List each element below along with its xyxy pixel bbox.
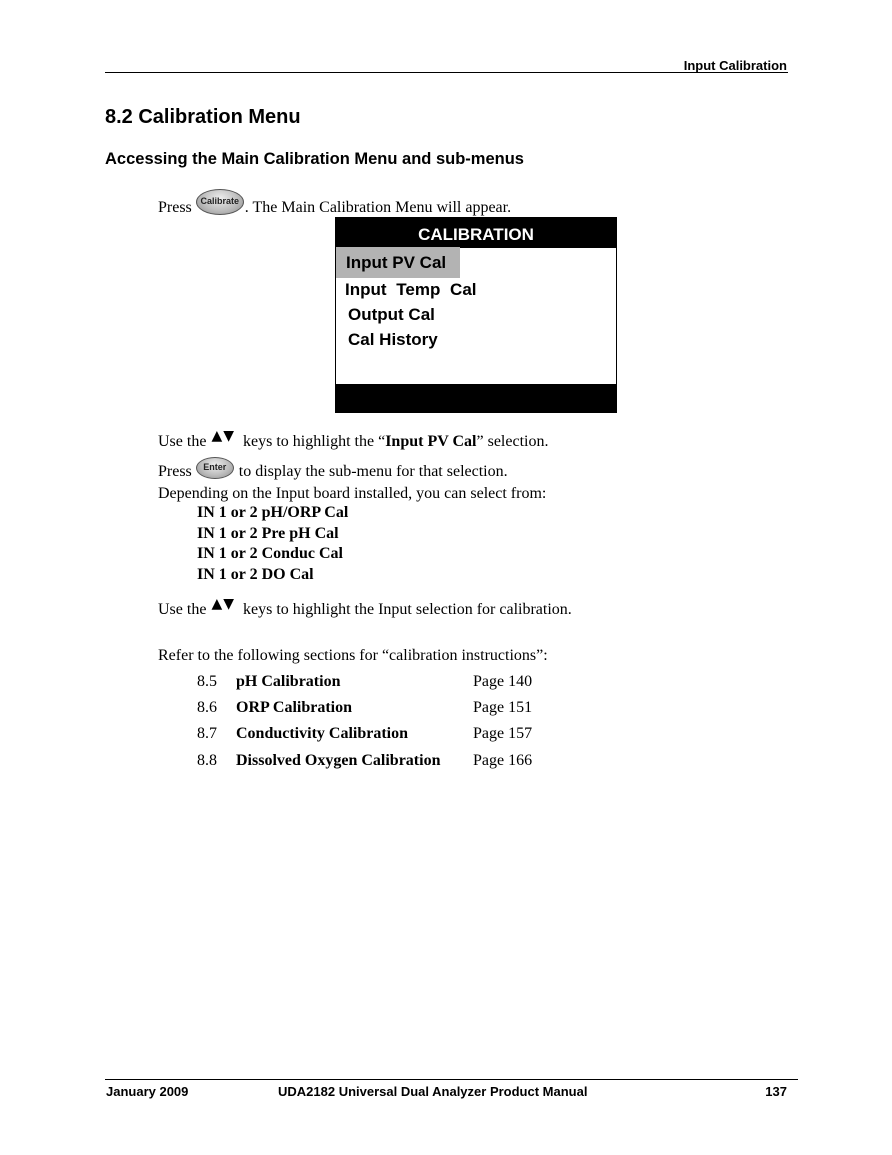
header-rule <box>105 72 788 73</box>
enter-step-line <box>158 457 508 482</box>
enter-key-icon: Enter <box>196 457 234 479</box>
reference-title: Conductivity Calibration <box>236 725 409 742</box>
footer-page-number: 137 <box>765 1084 787 1099</box>
reference-number: 8.5 <box>197 673 217 690</box>
running-header: Input Calibration <box>683 58 787 73</box>
highlight-step-suffix: ” selection. <box>476 433 549 450</box>
menu-item-input-pv-cal: Input PV Cal <box>336 247 460 278</box>
input-option: IN 1 or 2 Conduc Cal <box>197 545 343 562</box>
refer-text: Refer to the following sections for “calibration instructions”: <box>158 647 548 664</box>
reference-page: Page 151 <box>473 699 533 716</box>
menu-item-output-cal: Output Cal <box>348 305 435 324</box>
up-down-arrow-icon: ▲▼ <box>211 428 235 444</box>
section-title: 8.2 Calibration Menu <box>105 106 301 128</box>
reference-number: 8.6 <box>197 699 217 716</box>
intro-suffix: . The Main Calibration Menu will appear. <box>244 199 512 216</box>
up-down-arrow-icon: ▲▼ <box>211 596 235 612</box>
reference-page: Page 166 <box>473 752 533 769</box>
reference-title: ORP Calibration <box>236 699 353 716</box>
highlight-step-prefix: Use the <box>158 433 207 450</box>
reference-page: Page 140 <box>473 673 533 690</box>
intro-line <box>158 189 511 218</box>
enter-step-suffix: to display the sub-menu for that selection. <box>238 463 508 480</box>
footer-rule <box>105 1079 798 1080</box>
calibration-screen <box>335 217 617 413</box>
select-step-line <box>158 594 572 620</box>
reference-number: 8.7 <box>197 725 217 742</box>
enter-press-word: Press <box>158 463 192 480</box>
footer-manual-title: UDA2182 Universal Dual Analyzer Product Manual <box>278 1084 588 1099</box>
highlight-step-line <box>158 426 548 452</box>
select-step-suffix: keys to highlight the Input selection for calibration. <box>242 601 572 618</box>
reference-page: Page 157 <box>473 725 533 742</box>
input-option: IN 1 or 2 Pre pH Cal <box>197 525 339 542</box>
menu-item-input-temp-cal: Input Temp Cal <box>345 280 477 299</box>
subsection-title: Accessing the Main Calibration Menu and sub-menus <box>105 150 524 168</box>
footer-date: January 2009 <box>106 1084 189 1099</box>
reference-title: pH Calibration <box>236 673 341 690</box>
input-option: IN 1 or 2 pH/ORP Cal <box>197 504 349 521</box>
calibration-screen-title: CALIBRATION <box>336 218 616 248</box>
press-word: Press <box>158 199 192 216</box>
highlight-step-middle: keys to highlight the “ <box>242 433 386 450</box>
select-step-prefix: Use the <box>158 601 207 618</box>
depending-text: Depending on the Input board installed, you can select from: <box>158 485 547 502</box>
input-option: IN 1 or 2 DO Cal <box>197 566 314 583</box>
reference-number: 8.8 <box>197 752 217 769</box>
calibration-screen-footer <box>336 384 616 412</box>
menu-item-cal-history: Cal History <box>348 330 438 349</box>
highlight-step-bold: Input PV Cal <box>385 433 477 450</box>
calibrate-key-icon: Calibrate <box>196 189 244 215</box>
reference-title: Dissolved Oxygen Calibration <box>236 752 441 769</box>
